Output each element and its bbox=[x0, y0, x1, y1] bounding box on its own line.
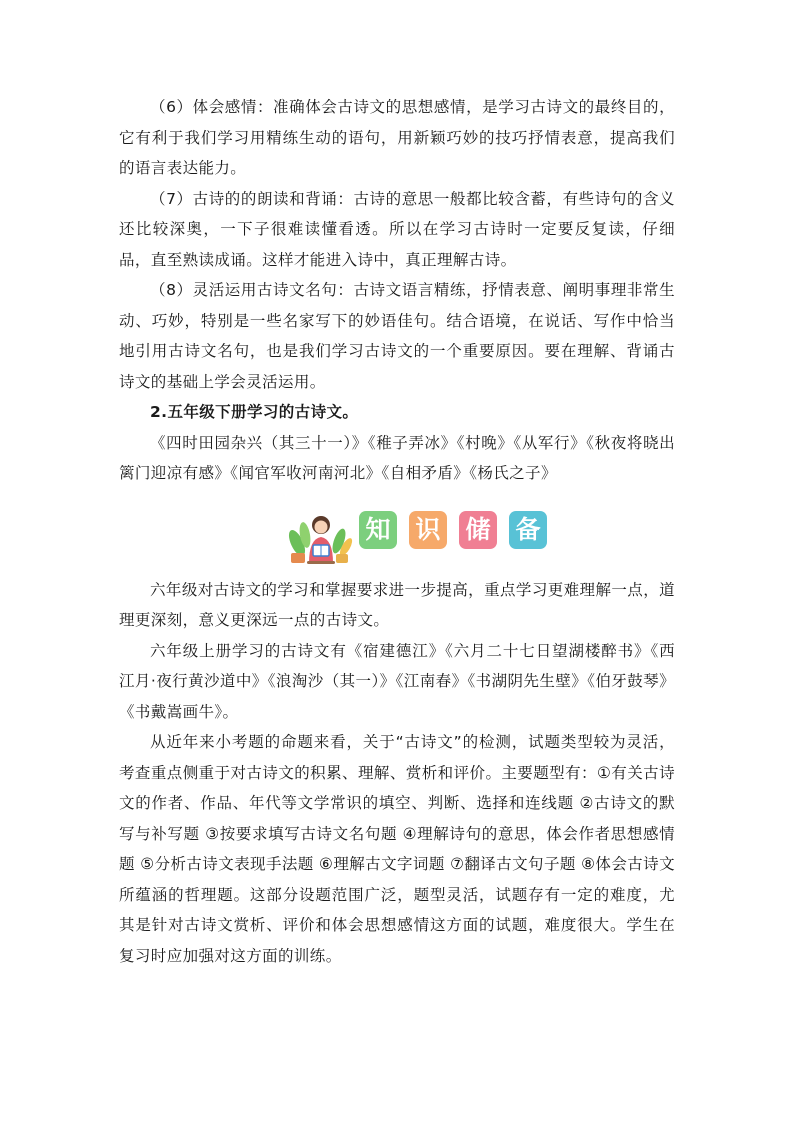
banner-char-zhi: 知 bbox=[359, 511, 397, 549]
girl-reading-with-plants-icon bbox=[287, 505, 353, 565]
document-body bbox=[119, 92, 675, 971]
paragraph-item-6: （6）体会感情：准确体会古诗文的思想感情，是学习古诗文的最终目的，它有利于我们学习用精练生动的语句，用新颖巧妙的技巧抒情表意，提高我们的语言表达能力。 bbox=[119, 98, 675, 177]
grade6-poem-list: 六年级上册学习的古诗文有《宿建德江》《六月二十七日望湖楼醉书》《西江月·夜行黄沙道中》《浪淘沙（其一）》《江南春》《书湖阴先生壁》《伯牙鼓琴》《书戴嵩画牛》。 bbox=[119, 641, 675, 721]
banner-char-shi: 识 bbox=[409, 511, 447, 549]
grade5-poem-list: 《四时田园杂兴（其三十一）》《稚子弄冰》《村晚》《从军行》《秋夜将晓出篱门迎凉有感》《闻官军收河南河北》《自相矛盾》《杨氏之子》 bbox=[119, 433, 675, 482]
paragraph-item-8: （8）灵活运用古诗文名句：古诗文语言精练，抒情表意、阐明事理非常生动、巧妙，特别是一些名家写下的妙语佳句。结合语境，在说话、写作中恰当地引用古诗文名句，也是我们学习古诗文的一个重要原因。要在理解、背诵古诗文的基础上学会灵活运用。 bbox=[119, 281, 675, 391]
paragraph-item-7: （7）古诗的的朗读和背诵：古诗的意思一般都比较含蓄，有些诗句的含义还比较深奥，一下子很难读懂看透。所以在学习古诗时一定要反复读，仔细品，直至熟读成诵。这样才能进入诗中，真正理解古诗。 bbox=[119, 189, 675, 269]
knowledge-reserve-banner bbox=[119, 501, 675, 571]
grade6-intro: 六年级对古诗文的学习和掌握要求进一步提高，重点学习更难理解一点，道理更深刻，意义更深远一点的古诗文。 bbox=[119, 580, 675, 629]
exam-analysis: 从近年来小考题的命题来看，关于“古诗文”的检测，试题类型较为灵活，考查重点侧重于对古诗文的积累、理解、赏析和评价。主要题型有：①有关古诗文的作者、作品、年代等文学常识的填空、判断、选择和连线题 ②古诗文的默写与补写题 ③按要求填写古诗文名句题 ④理解诗句的意思，体会作者思想感情题 ⑤分析古诗文表现手法题 ⑥理解古文字词题 ⑦翻译古文句子题 ⑧体会古诗文所蕴涵的哲理题。这部分设题范围广泛，题型灵活，试题存有一定的难度，尤其是针对古诗文赏析、评价和体会思想感情这方面的试题，难度很大。学生在复习时应加强对这方面的训练。 bbox=[119, 733, 675, 965]
banner-badges bbox=[359, 511, 547, 549]
banner-char-bei: 备 bbox=[509, 511, 547, 549]
section-heading-grade5: 2.五年级下册学习的古诗文。 bbox=[150, 403, 359, 421]
banner-char-chu: 储 bbox=[459, 511, 497, 549]
